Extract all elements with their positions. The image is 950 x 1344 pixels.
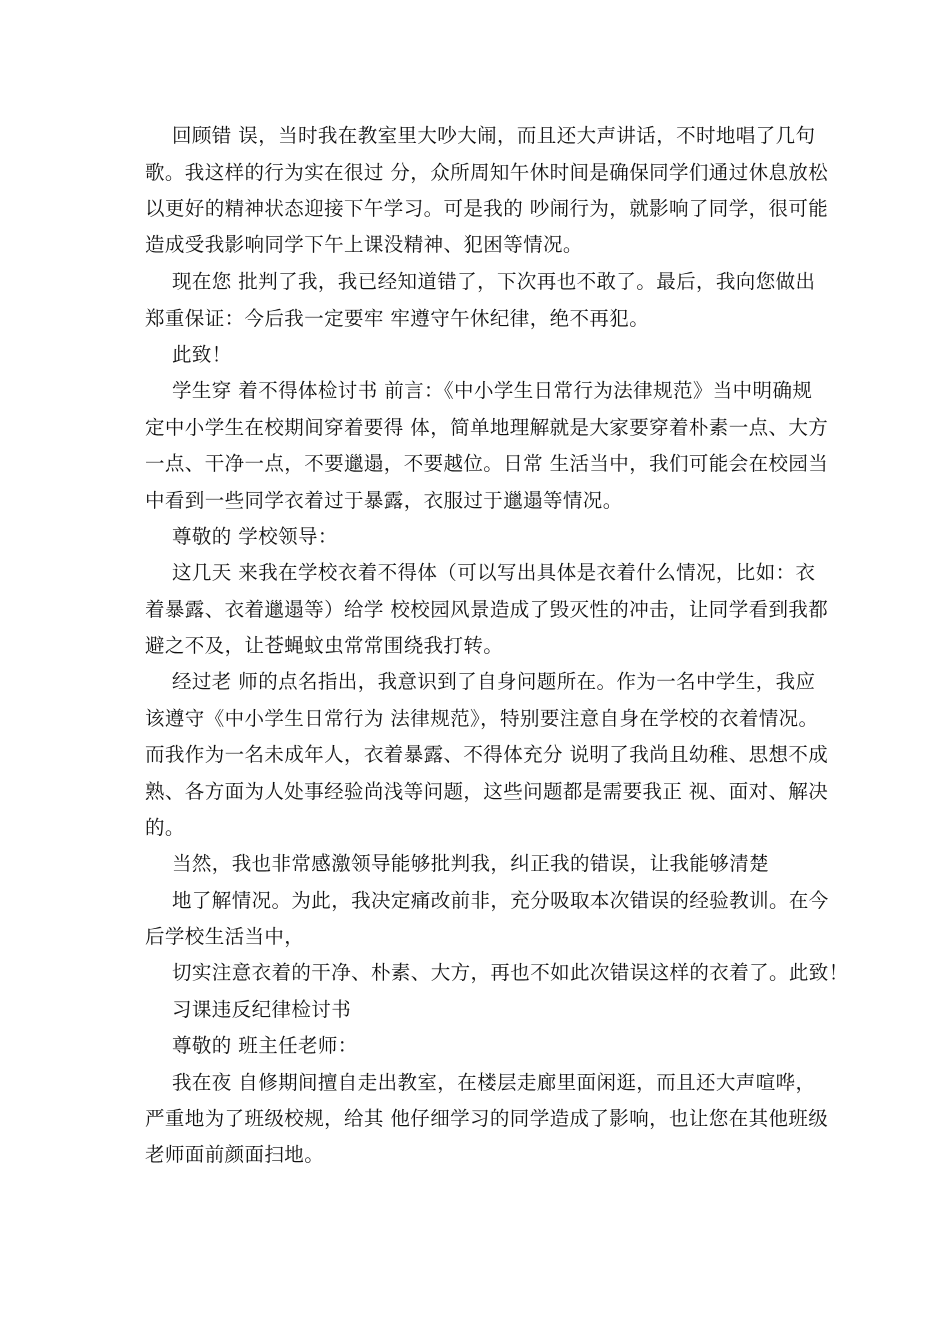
paragraph-line: 经过老 师的点名指出，我意识到了自身问题所在。作为一名中学生，我应: [172, 670, 816, 693]
section-title: 习课违反纪律检讨书: [172, 998, 352, 1021]
paragraph-line: 着暴露、衣着邋遢等）给学 校校园风景造成了毁灭性的冲击，让同学看到我都: [145, 598, 829, 621]
closing-line: 此致！: [172, 343, 232, 366]
paragraph-line: 熟、各方面为人处事经验尚浅等问题，这些问题都是需要我正 视、面对、解决: [145, 780, 829, 803]
paragraph-line: 严重地为了班级校规，给其 他仔细学习的同学造成了影响，也让您在其他班级: [145, 1107, 829, 1130]
paragraph-line: 老师面前颜面扫地。: [145, 1143, 325, 1166]
paragraph-line: 而我作为一名未成年人，衣着暴露、不得体充分 说明了我尚且幼稚、思想不成: [145, 743, 829, 766]
paragraph-line: 的。: [145, 816, 185, 839]
salutation-line: 尊敬的 学校领导：: [172, 525, 338, 548]
paragraph-line: 切实注意衣着的干净、朴素、大方，再也不如此次错误这样的衣着了。此致！: [172, 961, 849, 984]
paragraph-line: 一点、干净一点，不要邋遢，不要越位。日常 生活当中，我们可能会在校园当: [145, 452, 829, 475]
paragraph-line: 这几天 来我在学校衣着不得体（可以写出具体是衣着什么情况，比如：衣: [172, 561, 816, 584]
paragraph-line: 回顾错 误，当时我在教室里大吵大闹，而且还大声讲话，不时地唱了几句: [172, 124, 816, 147]
paragraph-line: 定中小学生在校期间穿着要得 体，简单地理解就是大家要穿着朴素一点、大方: [145, 416, 829, 439]
paragraph-line: 地了解情况。为此，我决定痛改前非，充分吸取本次错误的经验教训。在今: [172, 889, 829, 912]
paragraph-line: 避之不及，让苍蝇蚊虫常常围绕我打转。: [145, 634, 504, 657]
paragraph-line: 中看到一些同学衣着过于暴露，衣服过于邋遢等情况。: [145, 489, 623, 512]
paragraph-line: 郑重保证：今后我一定要牢 牢遵守午休纪律，绝不再犯。: [145, 307, 650, 330]
paragraph-line: 学生穿 着不得体检讨书 前言：《中小学生日常行为法律规范》当中明确规: [172, 379, 813, 402]
paragraph-line: 该遵守《中小学生日常行为 法律规范》，特别要注意自身在学校的衣着情况。: [145, 707, 819, 730]
paragraph-line: 当然，我也非常感激领导能够批判我，纠正我的错误，让我能够清楚: [172, 852, 770, 875]
paragraph-line: 现在您 批判了我，我已经知道错了，下次再也不敢了。最后，我向您做出: [172, 270, 816, 293]
paragraph-line: 后学校生活当中，: [145, 925, 305, 948]
paragraph-line: 我在夜 自修期间擅自走出教室，在楼层走廊里面闲逛，而且还大声喧哗，: [172, 1071, 816, 1094]
paragraph-line: 歌。我这样的行为实在很过 分，众所周知午休时间是确保同学们通过休息放松: [145, 161, 829, 184]
paragraph-line: 以更好的精神状态迎接下午学习。可是我的 吵闹行为，就影响了同学，很可能: [145, 197, 829, 220]
paragraph-line: 造成受我影响同学下午上课没精神、犯困等情况。: [145, 233, 583, 256]
salutation-line: 尊敬的 班主任老师：: [172, 1034, 358, 1057]
